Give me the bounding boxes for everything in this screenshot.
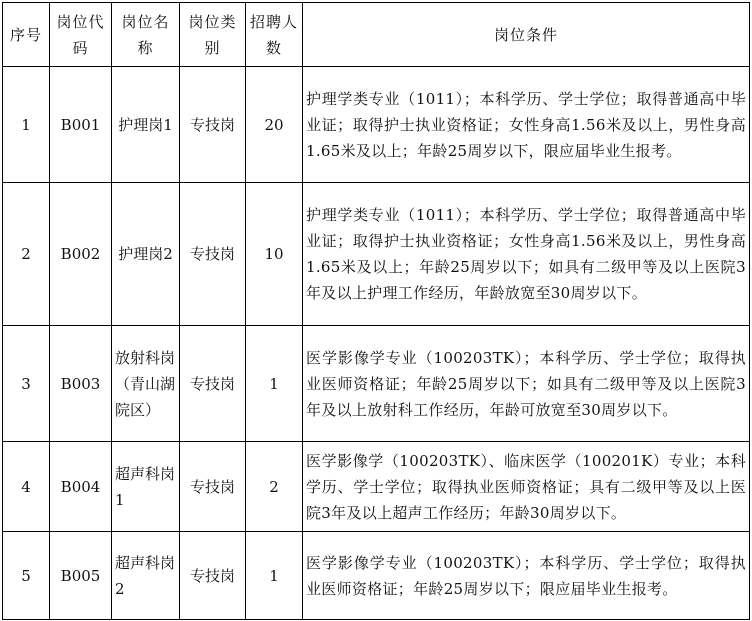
row-code: B001 bbox=[50, 67, 112, 183]
row-index: 2 bbox=[3, 183, 50, 326]
row-index: 1 bbox=[3, 67, 50, 183]
row-conditions: 护理学类专业（1011）；本科学历、学士学位；取得普通高中毕业证；取得护士执业资格证；女性身高1.56米及以上，男性身高1.65米及以上；年龄25周岁以下；如具有二级甲等及以上医院3年及以上护理工作经历，年龄放宽至30周岁以下。 bbox=[303, 183, 750, 326]
row-conditions: 医学影像学（100203TK）、临床医学（100201K）专业；本科学历、学士学位；取得执业医师资格证；具有二级甲等及以上医院3年及以上超声工作经历；年龄30周岁以下。 bbox=[303, 442, 750, 532]
row-conditions: 医学影像学专业（100203TK）；本科学历、学士学位；取得执业医师资格证；年龄25周岁以下；如具有二级甲等及以上医院3年及以上放射科工作经历，年龄可放宽至30周岁以下。 bbox=[303, 326, 750, 442]
row-category: 专技岗 bbox=[180, 532, 246, 620]
row-name: 超声科岗1 bbox=[112, 442, 180, 532]
header-row bbox=[3, 3, 750, 67]
header-name: 岗位名称 bbox=[112, 3, 180, 67]
table-row bbox=[3, 532, 750, 620]
table-row bbox=[3, 183, 750, 326]
table-row bbox=[3, 442, 750, 532]
row-name: 护理岗2 bbox=[112, 183, 180, 326]
row-category: 专技岗 bbox=[180, 326, 246, 442]
row-index: 3 bbox=[3, 326, 50, 442]
row-code: B003 bbox=[50, 326, 112, 442]
row-category: 专技岗 bbox=[180, 442, 246, 532]
row-index: 4 bbox=[3, 442, 50, 532]
header-count: 招聘人数 bbox=[246, 3, 303, 67]
row-count: 1 bbox=[246, 532, 303, 620]
table-row bbox=[3, 326, 750, 442]
row-count: 1 bbox=[246, 326, 303, 442]
row-conditions: 护理学类专业（1011）；本科学历、学士学位；取得普通高中毕业证；取得护士执业资格证；女性身高1.56米及以上，男性身高1.65米及以上；年龄25周岁以下，限应届毕业生报考。 bbox=[303, 67, 750, 183]
table-row bbox=[3, 67, 750, 183]
row-count: 20 bbox=[246, 67, 303, 183]
header-index: 序号 bbox=[3, 3, 50, 67]
row-name: 放射科岗（青山湖院区） bbox=[112, 326, 180, 442]
row-conditions: 医学影像学专业（100203TK）；本科学历、学士学位；取得执业医师资格证；年龄25周岁以下；限应届毕业生报考。 bbox=[303, 532, 750, 620]
header-code: 岗位代码 bbox=[50, 3, 112, 67]
header-category: 岗位类别 bbox=[180, 3, 246, 67]
recruitment-table bbox=[2, 2, 750, 620]
row-category: 专技岗 bbox=[180, 183, 246, 326]
row-count: 2 bbox=[246, 442, 303, 532]
row-code: B002 bbox=[50, 183, 112, 326]
row-category: 专技岗 bbox=[180, 67, 246, 183]
header-conditions: 岗位条件 bbox=[303, 3, 750, 67]
row-name: 超声科岗2 bbox=[112, 532, 180, 620]
row-code: B005 bbox=[50, 532, 112, 620]
row-count: 10 bbox=[246, 183, 303, 326]
row-code: B004 bbox=[50, 442, 112, 532]
row-index: 5 bbox=[3, 532, 50, 620]
row-name: 护理岗1 bbox=[112, 67, 180, 183]
